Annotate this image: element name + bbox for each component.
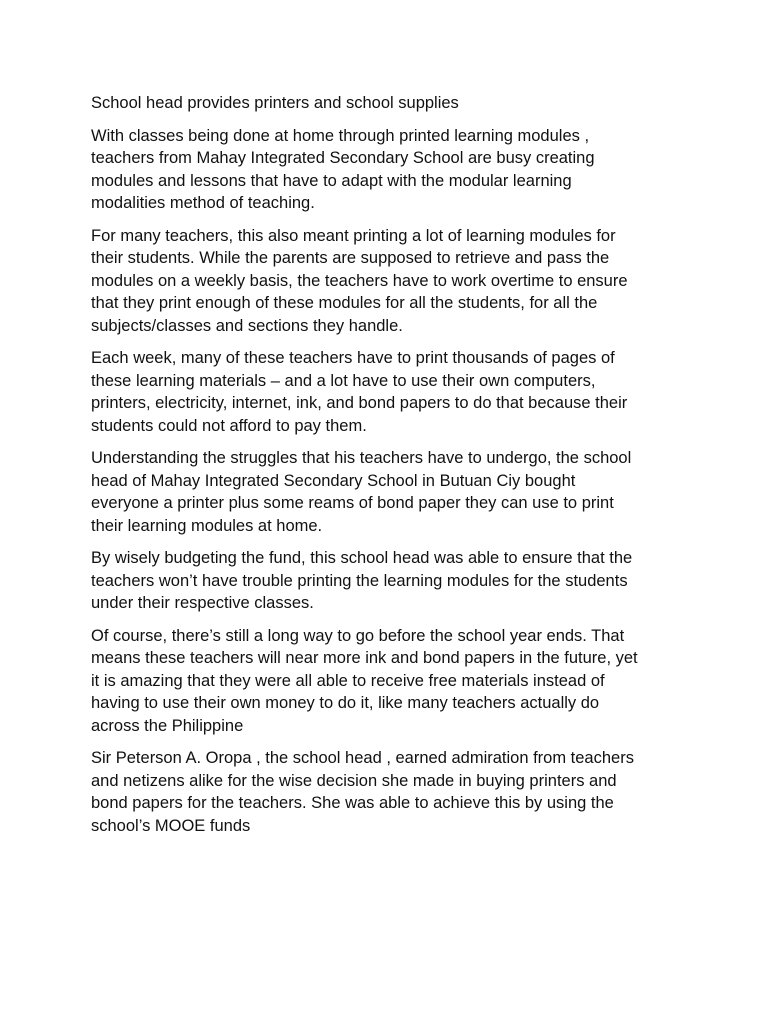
text-line: that they print enough of these modules for all the students, for all the [91,294,598,312]
text-line: and netizens alike for the wise decision she made in buying printers and [91,771,617,790]
text-line: Each week, many of these teachers have to print thousands of pages of [91,349,615,367]
text-line: everyone a printer plus some reams of bond paper they can use to print [91,494,614,512]
text-line: school’s MOOE funds [91,816,251,835]
text-line: head of Mahay Integrated Secondary School in Butuan Ciy bought [91,471,576,490]
paragraph-1 [91,125,691,215]
document-body [91,92,691,847]
text-line: For many teachers, this also meant printing a lot of learning modules for [91,226,616,245]
text-line: their learning modules at home. [91,516,323,535]
paragraph-5 [91,547,691,615]
text-line: modalities method of teaching. [91,194,315,212]
text-line: students could not afford to pay them. [91,416,367,435]
text-line: teachers from Mahay Integrated Secondary School are busy creating [91,149,595,167]
text-line: subjects/classes and sections they handle. [91,316,403,335]
text-line: Understanding the struggles that his teachers have to undergo, the school [91,449,632,467]
text-line: under their respective classes. [91,594,314,612]
text-line: Sir Peterson A. Oropa , the school head , earned admiration from teachers [91,749,634,767]
paragraph-7 [91,747,691,837]
text-line: bond papers for the teachers. She was able to achieve this by using the [91,794,614,812]
text-line: their students. While the parents are supposed to retrieve and pass the [91,249,610,267]
text-line: across the Philippine [91,716,244,735]
paragraph-4 [91,447,691,537]
text-line: With classes being done at home through printed learning modules , [91,126,590,145]
paragraph-3 [91,347,691,437]
paragraph-6 [91,625,691,738]
text-line: Of course, there’s still a long way to go before the school year ends. That [91,626,625,645]
text-line: modules and lessons that have to adapt with the modular learning [91,171,572,190]
paragraph-2 [91,225,691,338]
text-line: it is amazing that they were all able to receive free materials instead of [91,671,605,690]
text-line: teachers won’t have trouble printing the learning modules for the students [91,571,628,590]
text-line: means these teachers will near more ink and bond papers in the future, yet [91,649,638,667]
text-line: By wisely budgeting the fund, this school head was able to ensure that the [91,549,633,567]
text-line: having to use their own money to do it, like many teachers actually do [91,694,600,712]
text-line: printers, electricity, internet, ink, and bond papers to do that because their [91,394,628,412]
text-line: these learning materials – and a lot have to use their own computers, [91,371,596,390]
document-title: School head provides printers and school supplies [91,94,459,112]
text-line: modules on a weekly basis, the teachers have to work overtime to ensure [91,271,628,290]
